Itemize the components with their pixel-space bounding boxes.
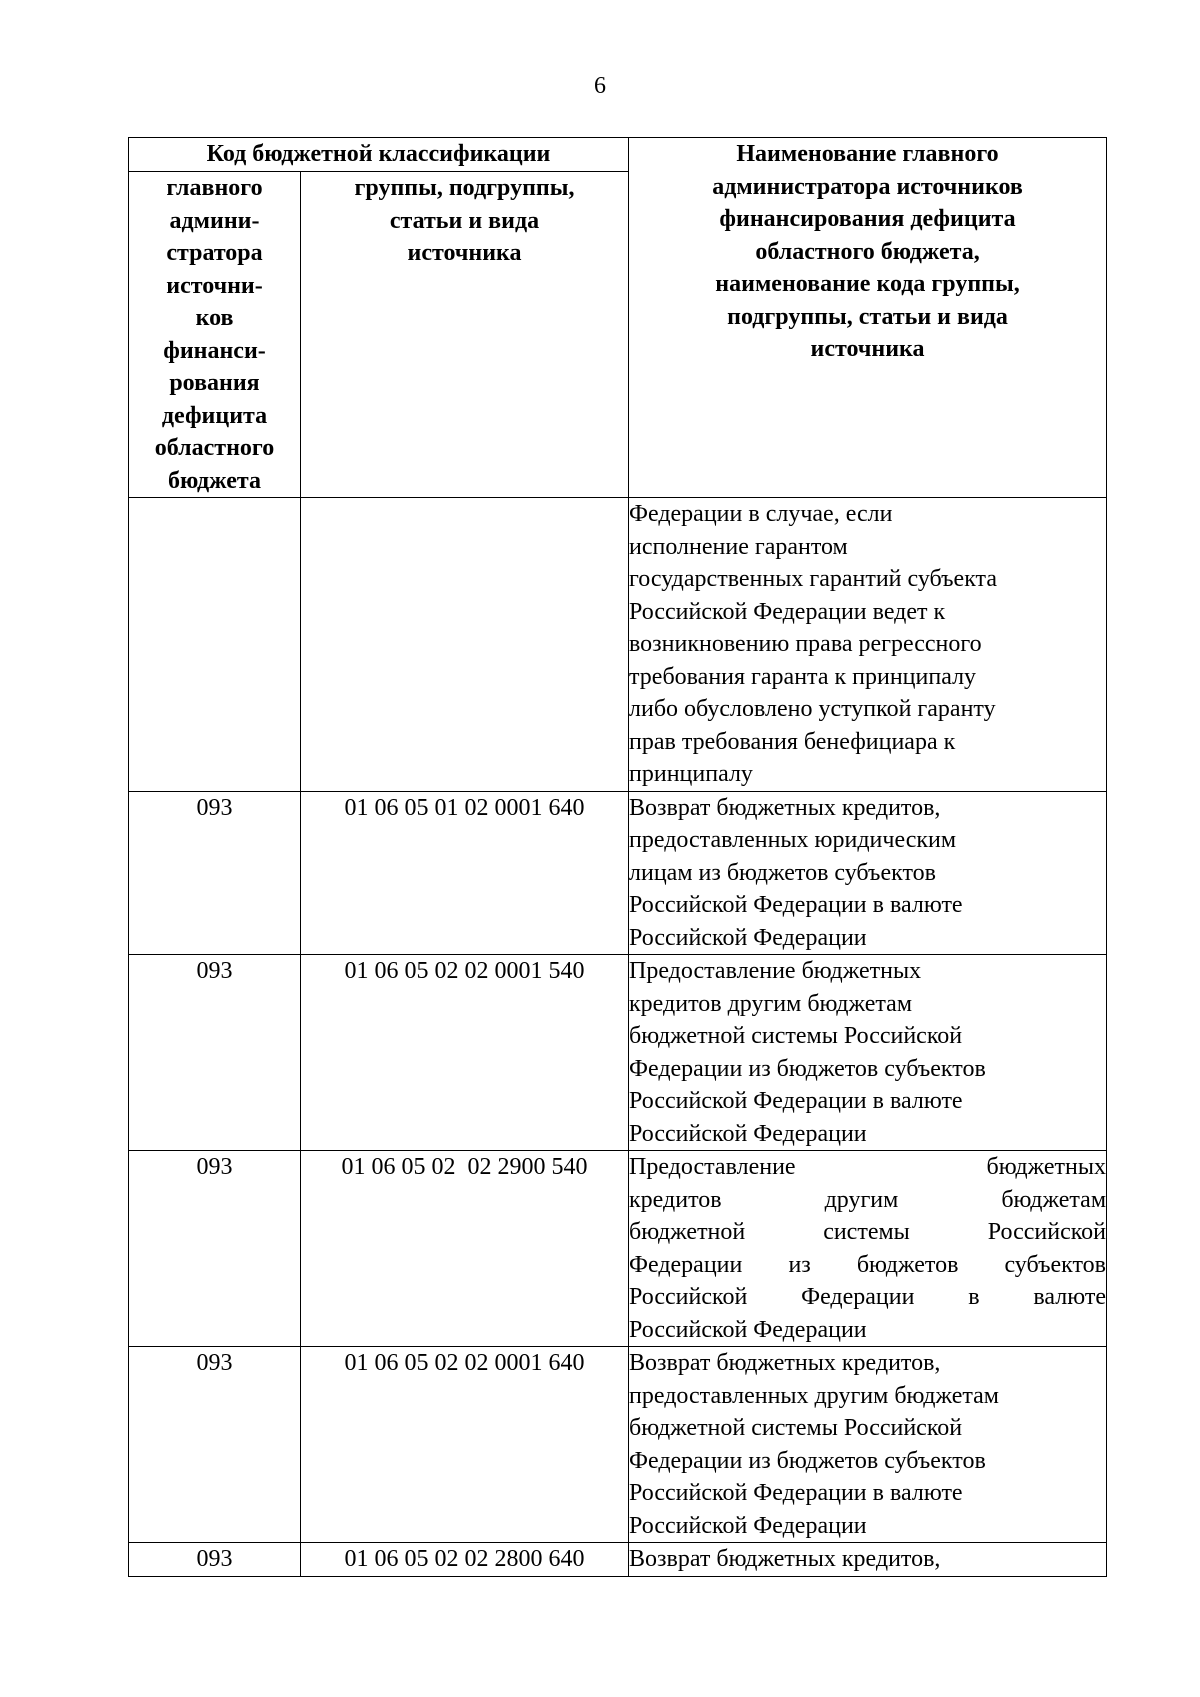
header-line: стратора <box>166 240 263 266</box>
name-line: лицам из бюджетов субъектов <box>629 859 936 886</box>
name-line: Возврат бюджетных кредитов, <box>629 1546 941 1572</box>
name-cell <box>629 1347 1107 1543</box>
admin-code-cell: 093 <box>129 1151 301 1347</box>
source-column-header <box>301 172 629 498</box>
name-line: принципалу <box>629 761 753 787</box>
name-line: Российской Федерации <box>629 1120 867 1147</box>
name-line: Российской Федерации <box>629 1512 867 1539</box>
header-line: источни- <box>166 272 263 299</box>
name-line: Федерации в случае, если <box>629 501 893 527</box>
admin-column-header <box>129 172 301 498</box>
table-row <box>129 498 1107 792</box>
name-line: Российской Федерации в валюте <box>629 1480 963 1506</box>
name-line: Предоставление бюджетных <box>629 958 922 984</box>
header-line: главного <box>166 175 263 201</box>
table-row <box>129 955 1107 1151</box>
name-cell <box>629 498 1107 792</box>
admin-code-cell: 093 <box>129 1347 301 1543</box>
header-line: финанси- <box>163 337 266 364</box>
source-code-cell: 01 06 05 02 02 2800 640 <box>301 1543 629 1577</box>
header-line: Наименование главного <box>736 141 999 167</box>
source-code-cell: 01 06 05 02 02 0001 640 <box>301 1347 629 1543</box>
header-line: дефицита <box>161 402 268 429</box>
header-line: группы, подгруппы, <box>354 175 575 201</box>
header-line: финансирования дефицита <box>719 206 1016 232</box>
name-line: прав требования бенефициара к <box>629 728 956 755</box>
name-line: бюджетной системы Российской <box>629 1219 1107 1245</box>
name-line: требования гаранта к принципалу <box>629 663 977 690</box>
name-line: Федерации из бюджетов субъектов <box>629 1055 986 1082</box>
source-code-cell: 01 06 05 02 02 0001 540 <box>301 955 629 1151</box>
name-cell <box>629 1151 1107 1347</box>
name-line: Российской Федерации ведет к <box>629 598 946 625</box>
name-line: Российской Федерации в валюте <box>629 892 963 918</box>
name-line: Российской Федерации <box>629 1316 867 1343</box>
name-line: бюджетной системы Российской <box>629 1415 963 1441</box>
table-row <box>129 1151 1107 1347</box>
table-row <box>129 1347 1107 1543</box>
admin-code-cell: 093 <box>129 791 301 955</box>
name-cell <box>629 791 1107 955</box>
source-code-cell: 01 06 05 01 02 0001 640 <box>301 791 629 955</box>
header-line: подгруппы, статьи и вида <box>727 303 1008 330</box>
header-line: администратора источников <box>712 173 1023 200</box>
name-line: Предоставление бюджетных <box>629 1154 1107 1180</box>
header-line: рования <box>169 370 260 396</box>
name-cell <box>629 1543 1107 1577</box>
name-cell <box>629 955 1107 1151</box>
header-line: админи- <box>169 207 260 234</box>
header-line: статьи и вида <box>389 207 540 234</box>
name-line: государственных гарантий субъекта <box>629 566 997 592</box>
source-code-cell <box>301 498 629 792</box>
name-line: предоставленных другим бюджетам <box>629 1382 999 1409</box>
table-row <box>129 791 1107 955</box>
name-line: Возврат бюджетных кредитов, <box>629 794 941 821</box>
name-line: Возврат бюджетных кредитов, <box>629 1350 941 1376</box>
name-line: бюджетной системы Российской <box>629 1023 963 1049</box>
name-column-header <box>629 138 1107 498</box>
page-number: 6 <box>594 73 606 99</box>
name-line: Российской Федерации в валюте <box>629 1284 1107 1310</box>
source-code-cell: 01 06 05 02 02 2900 540 <box>301 1151 629 1347</box>
header-line: областного <box>154 435 275 461</box>
admin-code-cell <box>129 498 301 792</box>
header-line: источника <box>407 240 522 266</box>
admin-code-cell: 093 <box>129 1543 301 1577</box>
name-line: предоставленных юридическим <box>629 827 957 853</box>
name-line: исполнение гарантом <box>629 533 848 560</box>
header-line: ков <box>195 305 234 331</box>
name-line: либо обусловлено уступкой гаранту <box>629 696 996 722</box>
name-line: кредитов другим бюджетам <box>629 990 913 1017</box>
table-row <box>129 1543 1107 1577</box>
header-line: наименование кода группы, <box>715 271 1020 297</box>
name-line: кредитов другим бюджетам <box>629 1186 1107 1213</box>
header-line: областного бюджета, <box>755 238 980 265</box>
name-line: Российской Федерации в валюте <box>629 1088 963 1114</box>
name-line: Федерации из бюджетов субъектов <box>629 1447 986 1474</box>
budget-classification-table <box>128 137 1107 1577</box>
name-line: возникновению права регрессного <box>629 631 982 657</box>
admin-code-cell: 093 <box>129 955 301 1151</box>
code-group-header: Код бюджетной классификации <box>129 138 629 172</box>
header-line: источника <box>810 336 925 362</box>
header-line: бюджета <box>168 467 261 494</box>
name-line: Федерации из бюджетов субъектов <box>629 1251 1107 1278</box>
name-line: Российской Федерации <box>629 924 867 951</box>
